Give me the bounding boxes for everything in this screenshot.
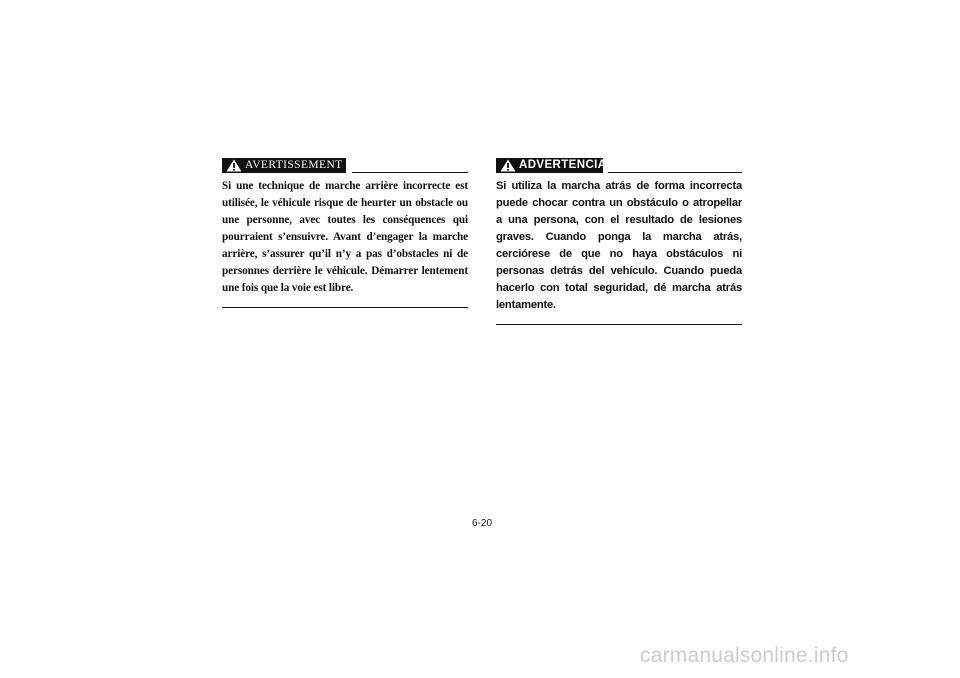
warning-label-text-fr: AVERTISSEMENT — [245, 159, 343, 171]
warning-label-es — [496, 158, 607, 173]
warning-header-es — [496, 158, 742, 174]
bottom-rule-es — [496, 324, 742, 325]
header-rule-fr — [352, 172, 468, 173]
warning-text-fr: Si une technique de marche arrière incorrecte est utilisée, le véhicule risque de heurter un obstacle ou une personne, avec toutes les conséquences qui pourraient s’ensuivre. Avant d’engager la marche arrière, s’assurer qu’il n’y a pas d’obstacles ni de personnes derrière le véhicule. Démarrer lentement une fois que la voie est libre. — [222, 180, 468, 294]
warning-label-fr — [222, 158, 346, 173]
warning-block-es — [496, 158, 742, 325]
bottom-rule-fr — [222, 307, 468, 308]
warning-header-fr — [222, 158, 468, 174]
warning-block-fr — [222, 158, 468, 308]
watermark: carmanualsonline.info — [640, 644, 849, 667]
warning-triangle-icon — [226, 159, 242, 172]
header-rule-es — [608, 172, 742, 173]
warning-triangle-icon — [500, 159, 516, 172]
warning-text-es: Si utiliza la marcha atrás de forma incorrecta puede chocar contra un obstáculo o atropellar a una persona, con el resultado de lesiones graves. Cuando ponga la marcha atrás, cerciórese de que no haya obstáculos ni personas detrás del vehículo. Cuando pueda hacerlo con total seguridad, dé marcha atrás lentamente. — [496, 180, 742, 311]
page-number: 6-20 — [472, 518, 493, 529]
warning-label-text-es: ADVERTENCIA — [519, 159, 607, 171]
